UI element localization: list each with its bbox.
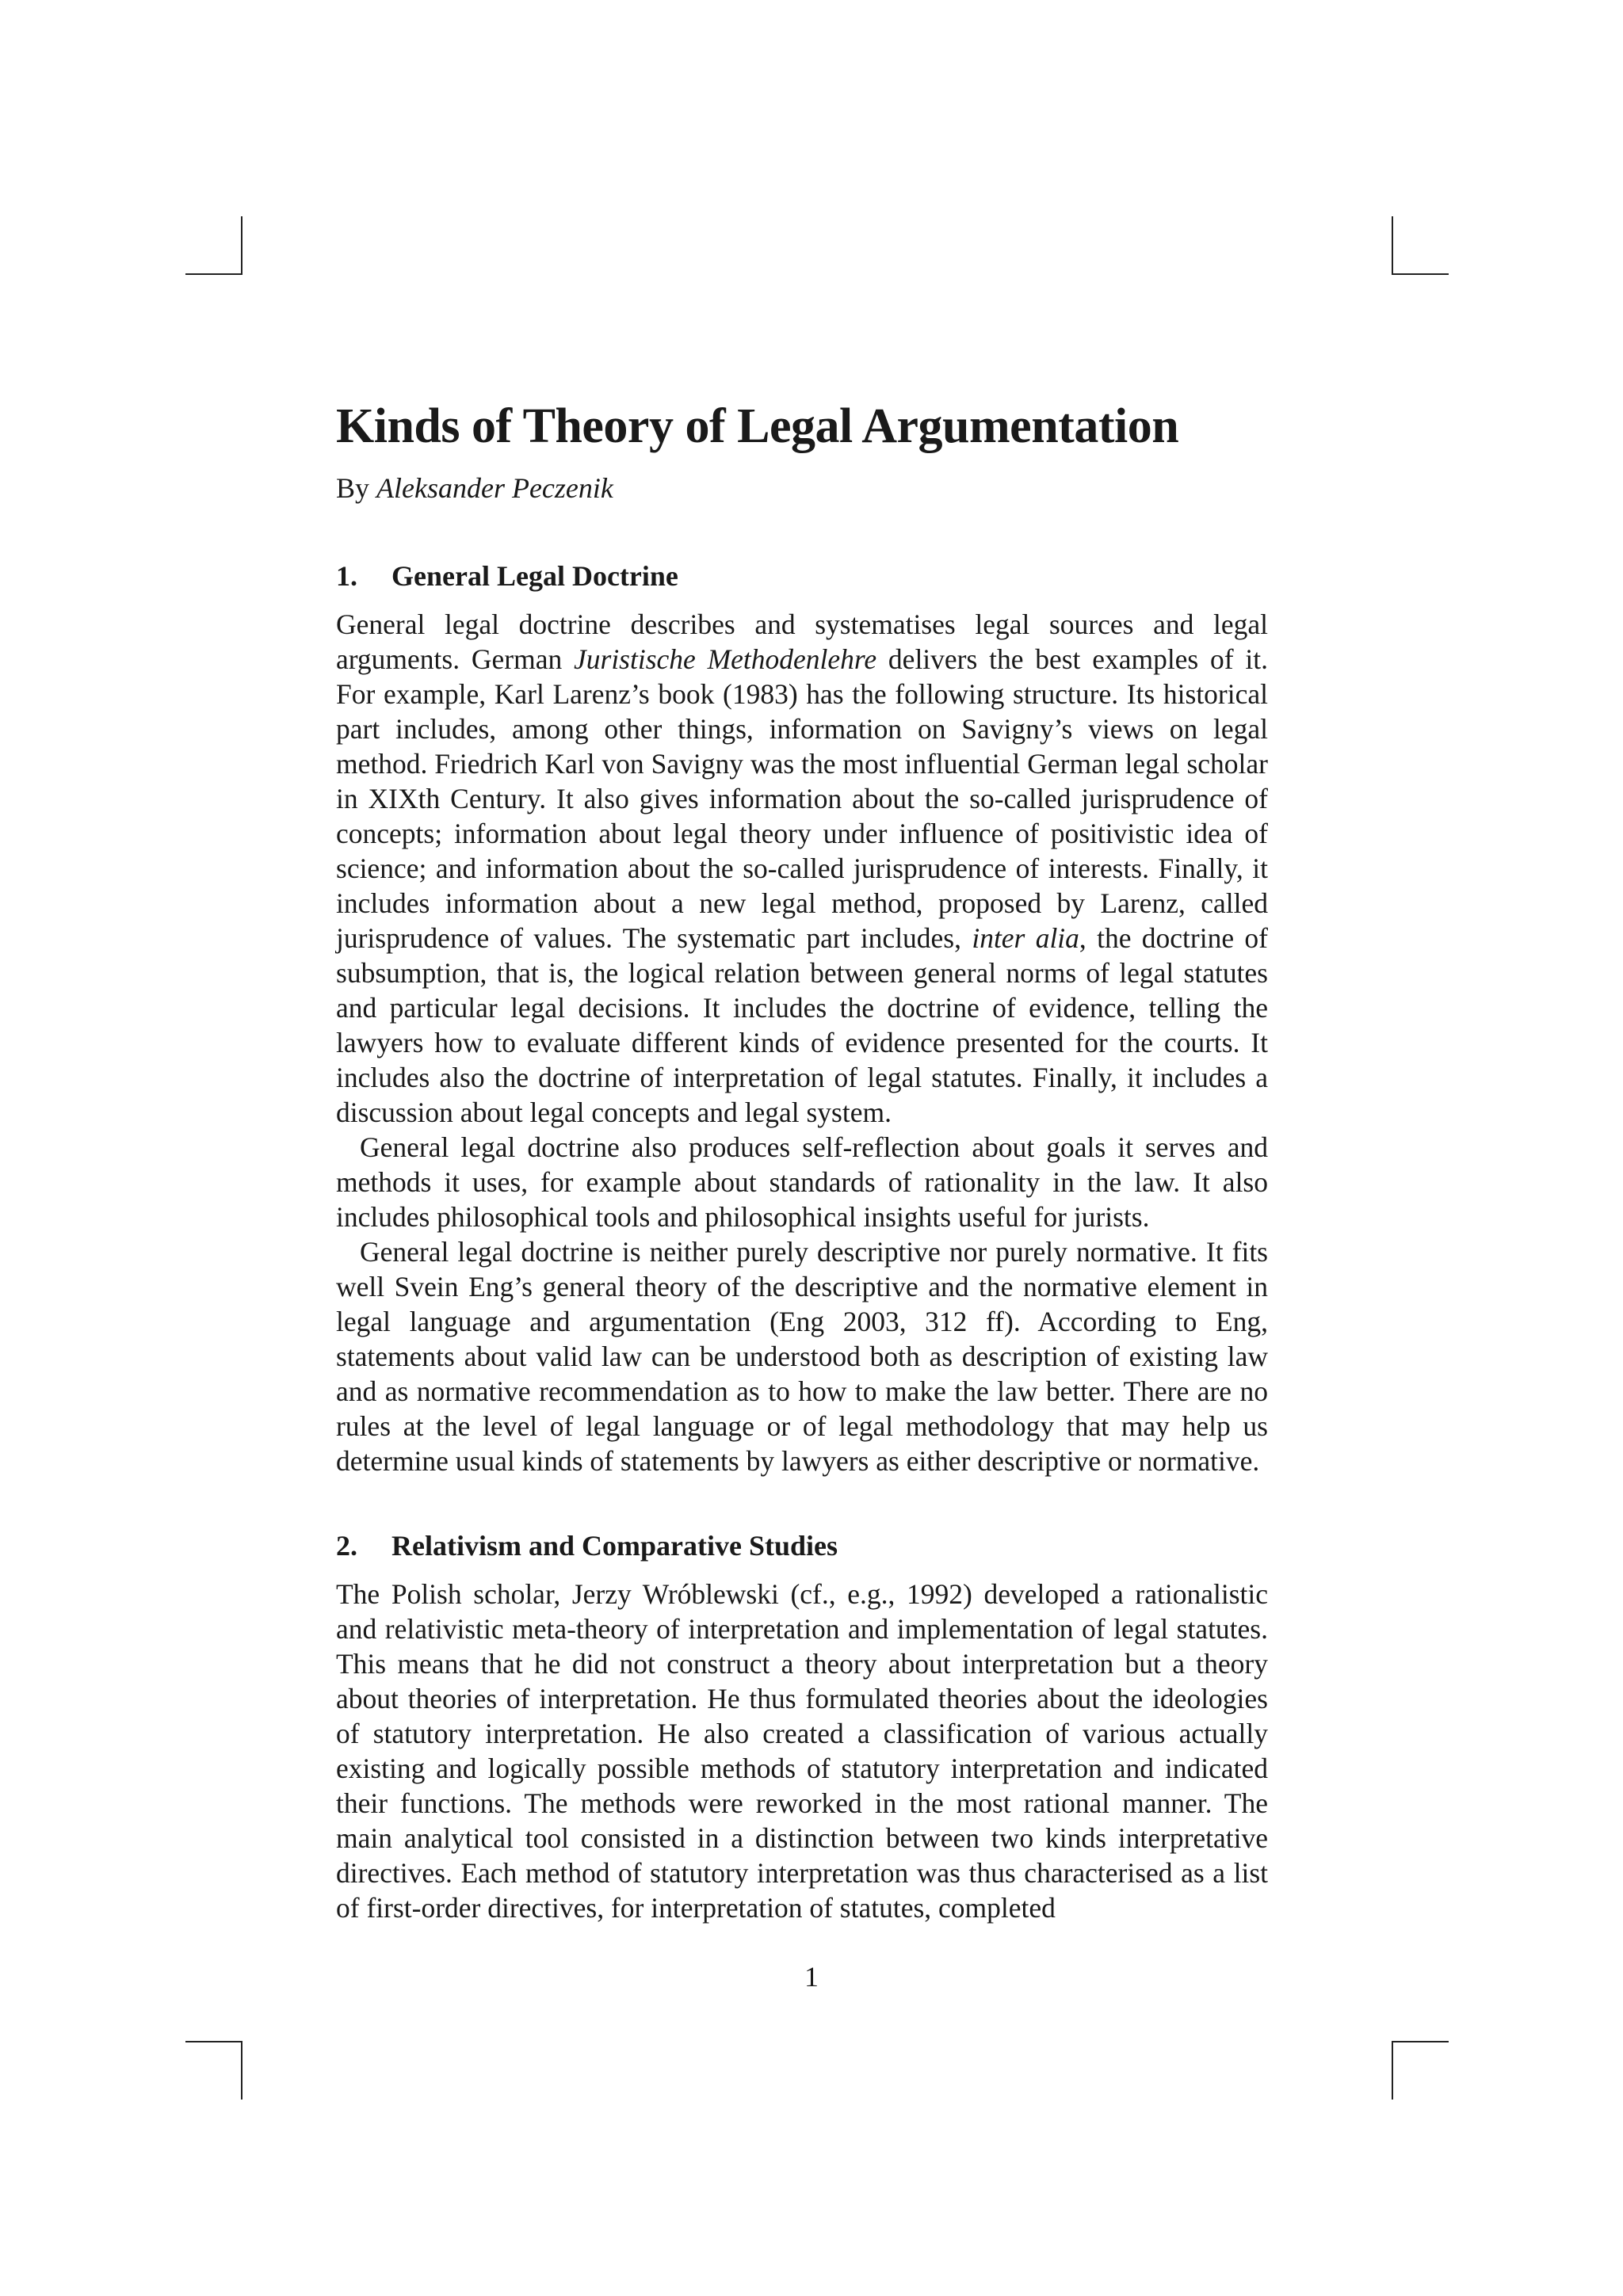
crop-mark-bottom-left-v (241, 2041, 242, 2100)
section-heading-1 (336, 556, 1268, 596)
section-title: General Legal Doctrine (391, 560, 678, 592)
text-run: delivers the best examples of it. For example, Karl Larenz’s book (1983) has the following structure. Its historical part includes, among other things, information on Savigny’s views on legal method. Friedrich Karl von Savigny was the most influential German legal scholar in XIXth Century. It also gives information about the so-called jurisprudence of concepts; information about legal theory under influence of positivistic idea of science; and information about the so-called jurisprudence of interests. Finally, it includes information about a new legal method, proposed by Larenz, called jurisprudence of values. The systematic part includes, (336, 643, 1268, 954)
section-number: 1. (336, 560, 357, 592)
paper-title: Kinds of Theory of Legal Argumentation (336, 399, 1179, 453)
crop-mark-bottom-left-h (185, 2041, 242, 2042)
paragraph: General legal doctrine is neither purely descriptive nor purely normative. It fits well Svein Eng’s general theory of the descriptive and the normative element in legal language and argumentation (Eng 2003, 312 ff). According to Eng, statements about valid law can be understood both as description of existing law and as normative recommendation as to how to make the law better. There are no rules at the level of legal language or of legal methodology that may help us determine usual kinds of statements by lawyers as either descriptive or normative. (336, 1236, 1268, 1477)
section-heading-2 (336, 1526, 1268, 1566)
section-number: 2. (336, 1530, 357, 1562)
text-run: General legal doctrine describes and systematises legal sources and legal arguments. German (336, 608, 1268, 675)
page-number: 1 (804, 1961, 819, 1993)
italic-term: inter alia (972, 922, 1079, 954)
text-run: , the doctrine of subsumption, that is, the logical relation between general norms of legal statutes and particular legal decisions. It includes the doctrine of evidence, telling the lawyers how to evaluate different kinds of evidence presented for the courts. It includes also the doctrine of interpretation of legal statutes. Finally, it includes a discussion about legal concepts and legal system. (336, 922, 1268, 1128)
crop-mark-top-left-v (241, 216, 242, 275)
byline (336, 467, 1268, 509)
paragraph: The Polish scholar, Jerzy Wróblewski (cf., e.g., 1992) developed a rationalistic and relativistic meta-theory of interpretation and implementation of legal statutes. This means that he did not construct a theory about interpretation but a theory about theories of interpretation. He thus formulated theories about the ideologies of statutory interpretation. He also created a classification of various actually existing and logically possible methods of statutory interpretation and indicated their functions. The methods were reworked in the most rational manner. The main analytical tool consisted in a distinction between two kinds interpretative directives. Each method of statutory interpretation was thus characterised as a list of first-order directives, for interpretation of statutes, completed (336, 1578, 1268, 1924)
italic-term: Juristische Methodenlehre (574, 643, 877, 675)
paragraph (336, 607, 1268, 1130)
byline-prefix: By (336, 472, 377, 504)
crop-mark-top-right-h (1392, 273, 1449, 275)
crop-mark-bottom-right-h (1392, 2041, 1449, 2042)
crop-mark-bottom-right-v (1392, 2041, 1393, 2100)
author-name: Aleksander Peczenik (376, 472, 613, 504)
paragraph: General legal doctrine also produces self-reflection about goals it serves and methods it uses, for example about standards of rationality in the law. It also includes philosophical tools and philosophical insights useful for jurists. (336, 1131, 1268, 1233)
section-title: Relativism and Comparative Studies (391, 1530, 838, 1562)
crop-mark-top-right-v (1392, 216, 1393, 275)
page-content (336, 388, 1268, 1925)
crop-mark-top-left-h (185, 273, 242, 275)
